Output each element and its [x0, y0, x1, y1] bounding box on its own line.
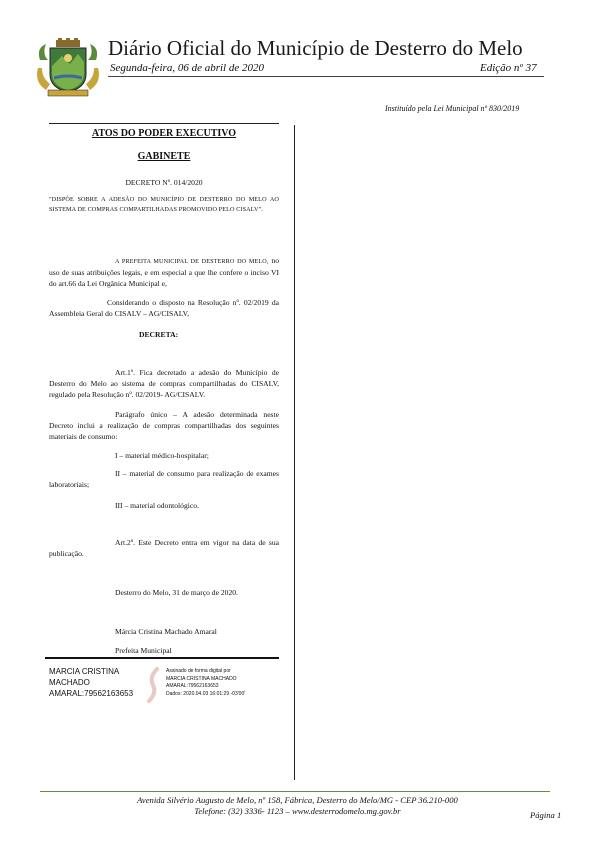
sig-info-line: MARCIA CRISTINA MACHADO [166, 675, 237, 682]
article-1: Art.1º. Fica decretado a adesão do Município de Desterro do Melo ao sistema de compras compartilhadas do CISALV, regulado pela Resolução nº. 02/2019- AG/CISALV. [49, 368, 279, 399]
sig-name-line: MARCIA CRISTINA [49, 667, 120, 676]
list-item-1: I – material médico-hospitalar; [115, 451, 209, 460]
sig-name-line: AMARAL:79562163653 [49, 689, 134, 698]
header-divider [108, 76, 544, 77]
column-divider [294, 125, 295, 780]
preamble-rest: no uso de suas atribuições legais, e em especial a que lhe confere o inciso VI do art.66 da Lei Orgânica Municipal e, [49, 256, 279, 288]
digital-signature-name [49, 666, 149, 699]
digital-signature-details [166, 668, 286, 698]
decree-summary: "DISPÕE SOBRE A ADESÃO DO MUNICÍPIO DE DESTERRO DO MELO AO SISTEMA DE COMPRAS COMPARTILHADAS PROMOVIDO PELO CISALV". [49, 196, 279, 213]
page-number: Página 1 [530, 810, 562, 820]
edition-number: Edição nº 37 [480, 62, 537, 74]
sig-info-line: AMARAL:79562163653 [166, 683, 219, 690]
preamble-lead: A PREFEITA MUNICIPAL DE DESTERRO DO MELO, [115, 258, 269, 265]
column-top-divider [49, 123, 279, 124]
signature-divider [45, 657, 279, 659]
sole-paragraph: Parágrafo único – A adesão determinada neste Decreto inclui a realização de compras compartilhadas dos seguintes materiais de consumo: [49, 410, 279, 441]
issue-date: Segunda-feira, 06 de abril de 2020 [110, 62, 264, 74]
list-item-2: II – material de consumo para realização de exames laboratoriais; [49, 469, 279, 489]
article-2: Art.2º. Este Decreto entra em vigor na data de sua publicação. [49, 538, 279, 558]
footer-contact: Telefone: (32) 3336- 1123 – www.desterrodomelo.mg.gov.br [194, 806, 401, 816]
institution-note: Instituído pela Lei Municipal nº 830/2019 [385, 104, 520, 113]
section-heading-executive: ATOS DO PODER EXECUTIVO [91, 128, 237, 139]
decree-title: DECRETO Nº. 014/2020 [125, 178, 203, 187]
place-and-date: Desterro do Melo, 31 de março de 2020. [115, 588, 238, 597]
sig-name-line: MACHADO [49, 678, 90, 687]
sig-info-line: Dados: 2020.04.03 16:01:29 -03'00' [166, 690, 246, 697]
sig-info-line: Assinado de forma digital por [166, 668, 231, 674]
considering-clause: Considerando o disposto na Resolução nº. 02/2019 da Assembleia Geral do CISALV – AG/CISALV, [49, 298, 279, 318]
newspaper-title: Diário Oficial do Município de Desterro do Melo [108, 36, 523, 60]
signer-name: Márcia Cristina Machado Amaral [115, 627, 217, 636]
preamble [49, 255, 279, 289]
signature-watermark-icon [145, 667, 163, 703]
footer-address: Avenida Silvério Augusto de Melo, nº 158, Fábrica, Desterro do Melo/MG - CEP 36.210-000 [137, 795, 458, 805]
decrees-heading: DECRETA: [139, 330, 179, 339]
section-heading-cabinet: GABINETE [137, 151, 191, 162]
municipal-coat-of-arms-icon [34, 38, 102, 98]
footer-divider [40, 791, 550, 792]
signer-role: Prefeita Municipal [115, 646, 172, 655]
list-item-3: III – material odontológico. [115, 501, 199, 510]
